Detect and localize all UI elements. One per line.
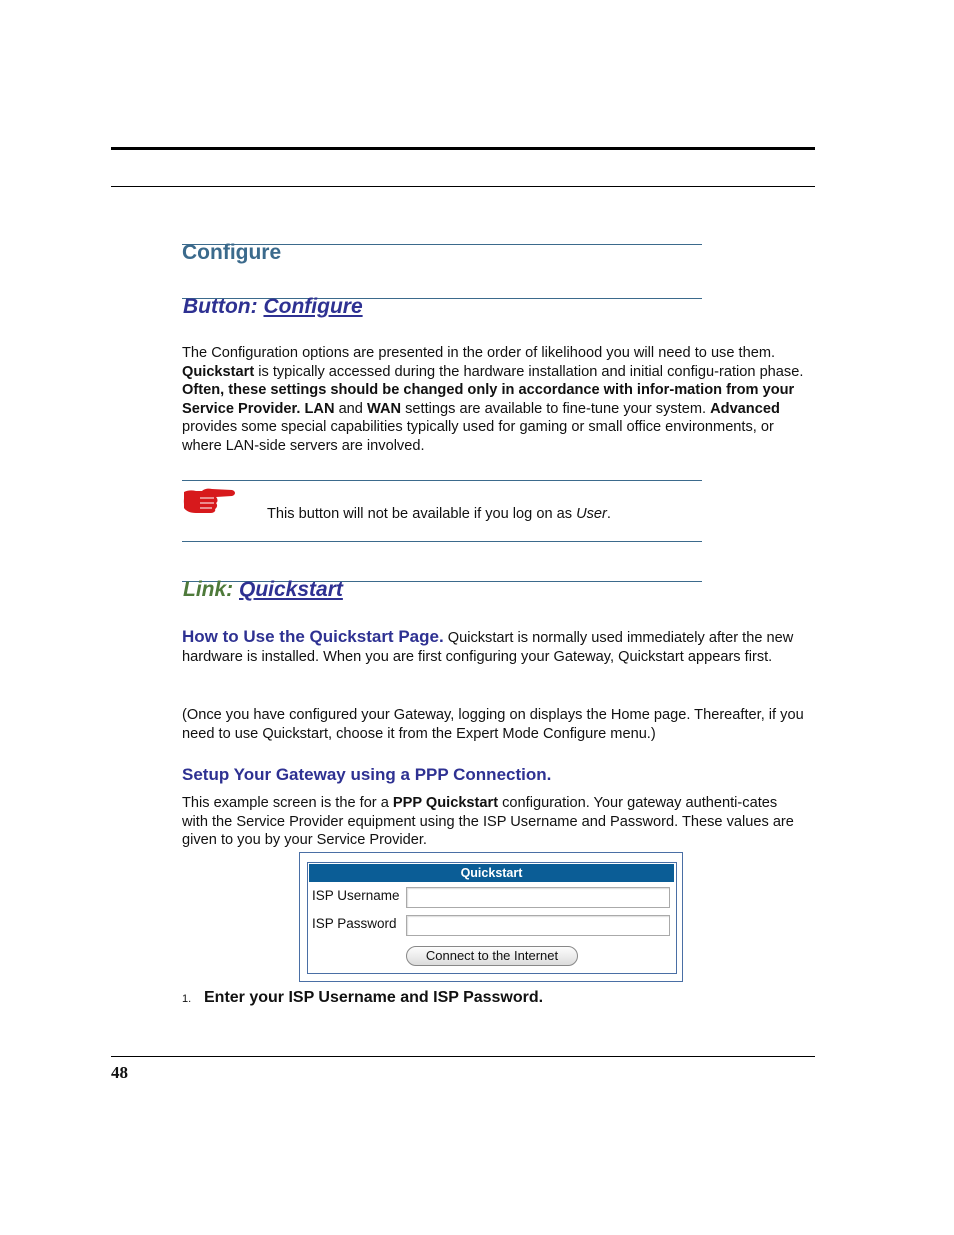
- isp-password-label: ISP Password: [312, 916, 397, 931]
- note-rule-bottom: [182, 541, 702, 542]
- button-heading-prefix: Button:: [183, 295, 264, 318]
- isp-password-input[interactable]: [406, 915, 670, 936]
- configure-link[interactable]: Configure: [263, 295, 363, 318]
- quickstart-link[interactable]: Quickstart: [239, 578, 343, 601]
- step-number: 1.: [182, 993, 192, 1005]
- pointing-hand-icon: [182, 486, 236, 514]
- howto-runin-heading: How to Use the Quickstart Page.: [182, 627, 444, 646]
- setup-heading: Setup Your Gateway using a PPP Connection.: [182, 765, 552, 784]
- note-text: This button will not be available if you log on as User.: [267, 506, 611, 522]
- intro-paragraph: The Configuration options are presented in the order of likelihood you will need to use them. Quickstart is typically accessed during the hardware installation and initial configu-ration phase. Often, these settings should be changed only in accordance with infor-mation from your Service Provider. LAN and WAN settings are available to fine-tune your system. Advanced provides some special capabilities typically used for gaming or small office environments, or where LAN-side servers are involved.: [182, 345, 804, 454]
- isp-username-input[interactable]: [406, 887, 670, 908]
- step-text: Enter your ISP Username and ISP Password.: [204, 989, 544, 1006]
- howto-paragraph-2: (Once you have configured your Gateway, logging on displays the Home page. Thereafter, if you need to use Quickstart, choose it from the Expert Mode Configure menu.): [182, 707, 804, 742]
- setup-paragraph: This example screen is the for a PPP Quickstart configuration. Your gateway authenti-cates with the Service Provider equipment using the ISP Username and Password. These values are given to you by your Service Provider.: [182, 795, 794, 849]
- header-rule-thick: [111, 147, 815, 150]
- link-heading: Link: Quickstart: [183, 578, 343, 601]
- isp-username-label: ISP Username: [312, 888, 400, 903]
- note-rule-top: [182, 480, 702, 481]
- header-rule-thin: [111, 186, 815, 187]
- quickstart-header: Quickstart: [309, 864, 674, 882]
- button-heading: [183, 295, 363, 319]
- page-number: 48: [111, 1063, 128, 1082]
- section-title: Configure: [182, 241, 282, 264]
- howto-paragraph: How to Use the Quickstart Page. Quickstart is normally used immediately after the new hardware is installed. When you are first configuring your Gateway, Quickstart appears first.: [182, 627, 794, 665]
- connect-button[interactable]: Connect to the Internet: [406, 946, 578, 966]
- footer-rule: [111, 1056, 815, 1057]
